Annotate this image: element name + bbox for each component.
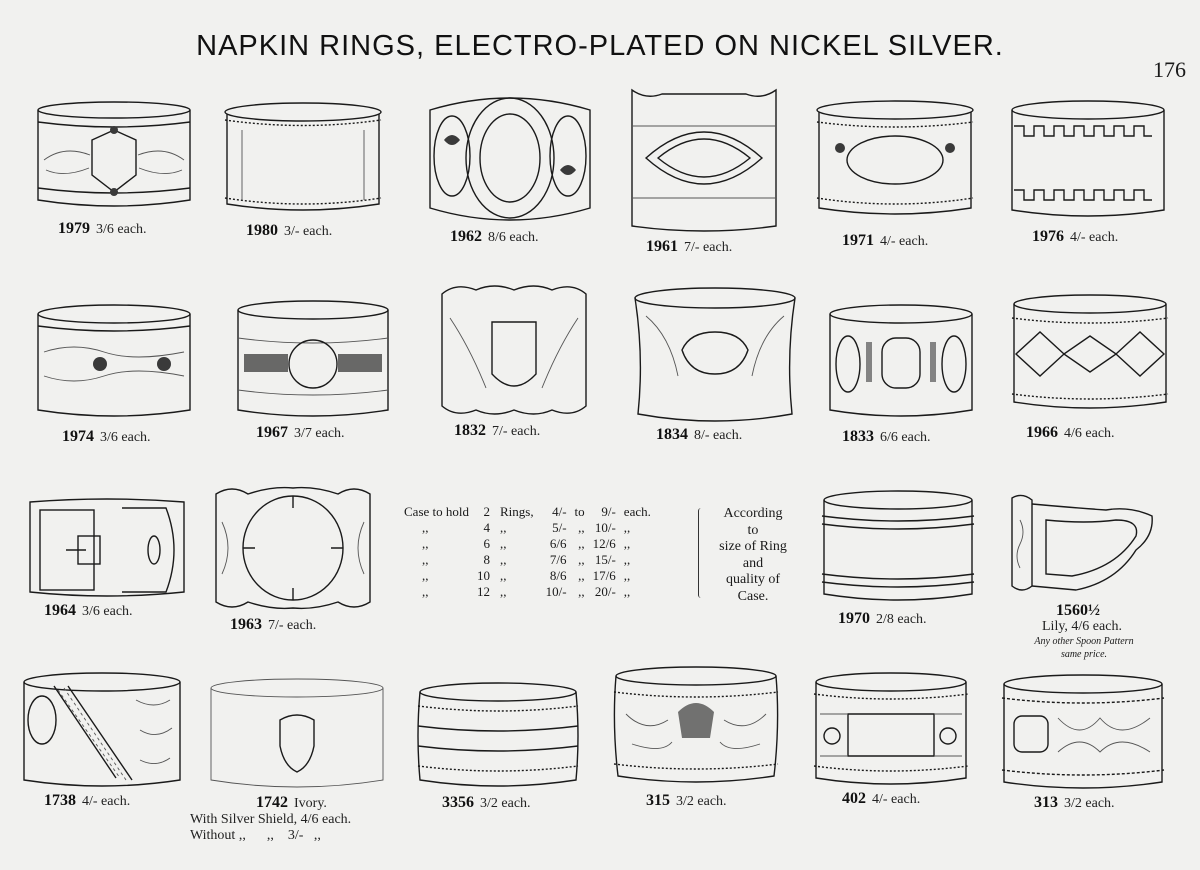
note-line: Case. xyxy=(737,588,769,604)
catalogue-number: 1560½ xyxy=(1056,602,1100,619)
ring-caption-1979 xyxy=(58,220,147,238)
catalogue-number: 1979 xyxy=(58,220,90,237)
ring-caption-1963 xyxy=(230,616,316,634)
catalogue-number: 1742 xyxy=(256,794,288,811)
price: 3/6 each. xyxy=(82,604,133,619)
case-price-row xyxy=(404,504,651,520)
note-line: and xyxy=(742,555,764,571)
case-price-cell: 8/6 xyxy=(549,568,567,583)
case-price-cell: 20/- xyxy=(594,584,616,599)
case-price-cell: ,, xyxy=(623,520,631,535)
case-price-cell: 4 xyxy=(483,520,490,535)
catalogue-number: 1976 xyxy=(1032,228,1064,245)
ring-caption-315 xyxy=(646,792,727,810)
price: 4/- each. xyxy=(872,792,921,807)
napkin-ring-1560-image xyxy=(1006,490,1156,600)
napkin-ring-402-image xyxy=(812,670,970,790)
catalogue-number: 1833 xyxy=(842,428,874,445)
case-price-cell: to xyxy=(574,504,585,519)
case-price-cell: ,, xyxy=(422,568,429,583)
ring-caption-1967 xyxy=(256,424,345,442)
ring-caption-1560-note: same price. xyxy=(1060,649,1108,660)
ring-caption-1966 xyxy=(1026,424,1115,442)
case-price-cell: Rings, xyxy=(500,504,534,519)
ring-caption-313 xyxy=(1034,794,1115,812)
catalogue-number: 402 xyxy=(842,790,866,807)
napkin-ring-1964-image xyxy=(26,496,188,602)
catalogue-number: 1962 xyxy=(450,228,482,245)
case-price-cell: 15/- xyxy=(594,552,616,567)
case-price-cell: ,, xyxy=(623,552,631,567)
case-price-row xyxy=(404,568,651,584)
price: 3/6 each. xyxy=(96,222,147,237)
napkin-ring-1832-image xyxy=(436,278,592,420)
case-price-cell: 5/- xyxy=(552,520,567,535)
ring-caption-3356 xyxy=(442,794,531,812)
case-price-cell: 12/6 xyxy=(592,536,616,551)
napkin-ring-1971-image xyxy=(814,98,976,222)
ring-caption-1962 xyxy=(450,228,539,246)
price: 3/2 each. xyxy=(676,794,727,809)
ring-caption-1560-note: Any other Spoon Pattern xyxy=(1034,636,1134,647)
case-price-cell: ,, xyxy=(422,552,429,567)
catalogue-number: 1964 xyxy=(44,602,76,619)
case-price-cell: 10/- xyxy=(545,584,567,599)
note-line: quality of xyxy=(725,572,781,588)
price: 4/- each. xyxy=(82,794,131,809)
case-price-cell: 10 xyxy=(477,568,490,583)
catalogue-number: 1980 xyxy=(246,222,278,239)
case-price-cell: each. xyxy=(623,504,651,519)
case-price-cell: 7/6 xyxy=(549,552,567,567)
catalogue-number: 1967 xyxy=(256,424,288,441)
case-price-cell: 17/6 xyxy=(592,568,616,583)
price: 3/- each. xyxy=(284,224,333,239)
napkin-ring-1967-image xyxy=(234,298,392,422)
case-price-cell: 2 xyxy=(483,504,490,519)
ring-caption-1964 xyxy=(44,602,133,620)
ring-caption-1833 xyxy=(842,428,931,446)
ring-caption-1976 xyxy=(1032,228,1118,246)
ring-caption-1742-shield: With Silver Shield, 4/6 each. xyxy=(190,812,352,827)
price: 2/8 each. xyxy=(876,612,927,627)
case-price-cell: ,, xyxy=(578,584,585,599)
price: 8/- each. xyxy=(694,428,743,443)
napkin-ring-3356-image xyxy=(416,680,580,792)
napkin-ring-313-image xyxy=(1000,672,1166,794)
price: Ivory. xyxy=(294,796,327,811)
price: 7/- each. xyxy=(684,240,733,255)
case-price-row xyxy=(404,552,651,568)
case-price-cell: ,, xyxy=(422,584,429,599)
catalogue-number: 1966 xyxy=(1026,424,1058,441)
catalogue-number: 1832 xyxy=(454,422,486,439)
catalogue-number: 1963 xyxy=(230,616,262,633)
napkin-ring-1970-image xyxy=(820,488,976,606)
price: 7/- each. xyxy=(268,618,317,633)
case-price-cell: 10/- xyxy=(594,520,616,535)
price: 7/- each. xyxy=(492,424,541,439)
ring-caption-1971 xyxy=(842,232,928,250)
price: 3/2 each. xyxy=(480,796,531,811)
case-price-table xyxy=(404,504,651,600)
case-price-row xyxy=(404,584,651,600)
price: 3/7 each. xyxy=(294,426,345,441)
case-price-cell: 4/- xyxy=(552,504,567,519)
case-price-cell: ,, xyxy=(422,536,429,551)
catalogue-number: 1970 xyxy=(838,610,870,627)
catalogue-number: 1971 xyxy=(842,232,874,249)
case-price-cell: ,, xyxy=(500,536,507,551)
ring-caption-1560-price: Lily, 4/6 each. xyxy=(1042,619,1122,634)
catalogue-number: 315 xyxy=(646,792,670,809)
case-price-cell: 6/6 xyxy=(549,536,567,551)
napkin-ring-1834-image xyxy=(630,286,800,428)
ring-caption-1832 xyxy=(454,422,540,440)
ring-caption-1742-without: Without ,, ,, 3/- ,, xyxy=(190,828,321,843)
ring-caption-1834 xyxy=(656,426,742,444)
case-price-note xyxy=(708,506,798,606)
case-price-cell: ,, xyxy=(578,520,585,535)
napkin-ring-1738-image xyxy=(20,670,184,792)
napkin-ring-1980-image xyxy=(222,100,384,218)
case-price-cell: ,, xyxy=(623,568,631,583)
catalogue-number: 1961 xyxy=(646,238,678,255)
catalogue-number: 3356 xyxy=(442,794,474,811)
case-price-cell: ,, xyxy=(500,584,507,599)
case-price-row xyxy=(404,536,651,552)
case-price-row xyxy=(404,520,651,536)
case-price-cell: 8 xyxy=(483,552,490,567)
catalogue-number: 1834 xyxy=(656,426,688,443)
case-price-cell: ,, xyxy=(623,584,631,599)
brace xyxy=(698,508,705,598)
ring-caption-1980 xyxy=(246,222,332,240)
napkin-ring-315-image xyxy=(612,664,780,788)
napkin-ring-1979-image xyxy=(34,100,194,212)
page-number: 176 xyxy=(1153,57,1186,82)
napkin-ring-1833-image xyxy=(826,302,976,422)
note-line: According xyxy=(723,506,783,521)
price: 4/- each. xyxy=(880,234,929,249)
case-price-cell: ,, xyxy=(500,552,507,567)
napkin-ring-1966-image xyxy=(1010,292,1170,416)
napkin-ring-1974-image xyxy=(34,302,194,422)
note-line: to xyxy=(747,522,759,538)
napkin-ring-1976-image xyxy=(1008,98,1168,222)
case-price-cell: ,, xyxy=(623,536,631,551)
ring-caption-1974 xyxy=(62,428,151,446)
case-price-cell: ,, xyxy=(578,552,585,567)
case-price-cell: 6 xyxy=(483,536,490,551)
price: 4/- each. xyxy=(1070,230,1119,245)
ring-caption-1738 xyxy=(44,792,130,810)
case-price-cell: Case to hold xyxy=(404,504,469,519)
napkin-ring-1963-image xyxy=(212,482,374,614)
catalogue-number: 313 xyxy=(1034,794,1058,811)
price: 4/6 each. xyxy=(1064,426,1115,441)
catalogue-number: 1974 xyxy=(62,428,94,445)
napkin-ring-1961-image xyxy=(626,86,782,236)
case-price-cell: ,, xyxy=(422,520,429,535)
price: 3/2 each. xyxy=(1064,796,1115,811)
ring-caption-1742 xyxy=(256,794,327,812)
case-price-cell: ,, xyxy=(500,520,507,535)
ring-caption-1961 xyxy=(646,238,732,256)
case-price-cell: ,, xyxy=(578,568,585,583)
napkin-ring-1742-image xyxy=(206,676,388,794)
napkin-ring-1962-image xyxy=(424,90,596,228)
catalogue-number: 1738 xyxy=(44,792,76,809)
ring-caption-1560 xyxy=(1056,602,1106,620)
case-price-cell: 12 xyxy=(477,584,490,599)
case-price-cell: ,, xyxy=(578,536,585,551)
ring-caption-1970 xyxy=(838,610,927,628)
price: 3/6 each. xyxy=(100,430,151,445)
price: 8/6 each. xyxy=(488,230,539,245)
ring-caption-402 xyxy=(842,790,920,808)
price: 6/6 each. xyxy=(880,430,931,445)
case-price-cell: ,, xyxy=(500,568,507,583)
case-price-cell: 9/- xyxy=(601,504,616,519)
page-title: NAPKIN RINGS, ELECTRO-PLATED ON NICKEL SILVER. xyxy=(196,30,1004,62)
note-line: size of Ring xyxy=(719,539,787,555)
